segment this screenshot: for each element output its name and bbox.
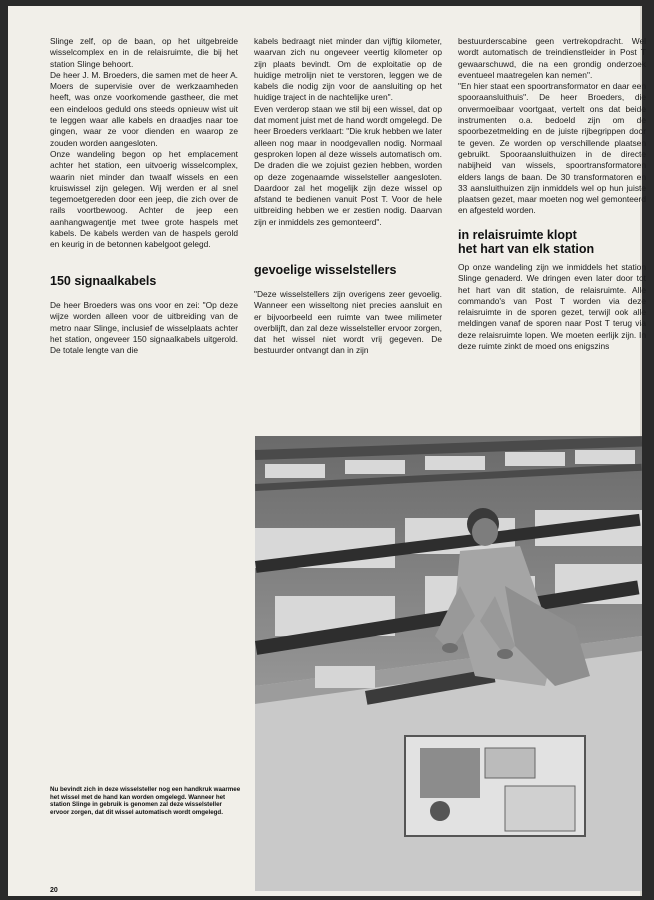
paragraph: Onze wandeling begon op het emplacement achter het station, een uitvoerig wisselcomplex, waarin niet minder dan twaalf wissels en een kruiswissel zijn gelegen. Wij werden er al snel tegemoetgereden door een jeep, die zich over de rails voortbewoog. Achter de jeep een aanhangwagentje met twee grote haspels met kabels. De kabels werden van de haspels gerold en keurig in de betonnen kabelgoot gelegd. — [50, 148, 238, 250]
railway-switch-photo — [255, 436, 642, 891]
text-column-2-continued — [254, 289, 442, 357]
section-heading-signaalkabels: 150 signaalkabels — [50, 274, 157, 288]
heading-line: in relaisruimte klopt — [458, 228, 577, 242]
paragraph: bestuurderscabine geen vertrekopdracht. Wel wordt automatisch de treindienstleider in Post T gewaarschuwd, die na een grondig onderzoek eventueel maatregelen kan nemen". — [458, 36, 646, 80]
text-column-1 — [50, 36, 238, 251]
magazine-page — [8, 6, 646, 896]
paragraph: "En hier staat een spoortransformator en daar een spooraansluithuis". De heer Broeders, die onvermoeibaar voortgaat, vertelt ons dat beide instrumenten o.a. bedoeld zijn om de spoorbezetmelding en de juiste rijbegrippen door te geven. Ze worden op verschillende plaatsen gebruikt. Spooraansluithuizen in de directe nabijheid van wissels, spoortransformatoren elders langs de baan. De 30 transformatoren en 33 aansluithuizen zijn inmiddels wel op hun juiste plaatsen gezet, maar moeten nog wel gemonteerd en afgesteld worden. — [458, 81, 646, 216]
text-column-1-continued — [50, 300, 238, 356]
photo-illustration — [255, 436, 642, 891]
heading-line: het hart van elk station — [458, 242, 595, 256]
text-column-3-continued — [458, 262, 646, 352]
text-column-3 — [458, 36, 646, 217]
paragraph: kabels bedraagt niet minder dan vijftig kilometer, waarvan zich nu ongeveer veertig kilometer op zijn plaats bevindt. Om de exploitatie op de huidige metrolijn niet te verstoren, leggen we de kabels die nodig zijn voor de aansluiting op het huidige traject in de nachtelijke uren". — [254, 36, 442, 103]
paragraph: Slinge zelf, op de baan, op het uitgebreide wisselcomplex en in de relaisruimte, die bij het station Slinge behoort. — [50, 36, 238, 69]
photo-caption: Nu bevindt zich in deze wisselsteller nog een handkruk waarmee het wissel met de hand kan worden omgelegd. Wanneer het station Slinge in gebruik is genomen zal deze wisselsteller ervoor zorgen, dat dit wissel automatisch wordt omgelegd. — [50, 786, 241, 816]
text-column-2 — [254, 36, 442, 228]
paragraph: Even verderop staan we stil bij een wissel, dat op dat moment juist met de hand wordt omgelegd. De heer Broeders verklaart: "Die kruk hebben we later alleen nog maar in noodgevallen nodig. Normaal gesproken lopen al deze wissels automatisch om. De draden die we zojuist gezien hebben, worden op deze zogenaamde wisselsteller aangesloten. Daardoor zal het mogelijk zijn deze wissel op afstand te bedienen vanuit Post T. Voor de hele uitbreiding hebben we er zestien nodig. Daarvan zijn er inmiddels zes gemonteerd". — [254, 103, 442, 227]
paragraph: De heer Broeders was ons voor en zei: "Op deze wijze worden alleen voor de uitbreiding van de metro naar Slinge, inclusief de wisselplaats achter het station, ongeveer 150 signaalkabels uitgerold. De totale lengte van die — [50, 300, 238, 356]
section-heading-wisselstellers: gevoelige wisselstellers — [254, 263, 397, 277]
page-number: 20 — [50, 887, 58, 894]
paragraph: De heer J. M. Broeders, die samen met de heer A. Moers de supervisie over de werkzaamheden heeft, was onze voorkomende gastheer, die met een eindeloos geduld ons steeds opnieuw wist uit te leggen waar alle kabels en draadjes naar toe gingen, waar ze voor dienden en waarop ze zouden worden aangesloten. — [50, 69, 238, 148]
paragraph: "Deze wisselstellers zijn overigens zeer gevoelig. Wanneer een wisseltong niet precies aansluit en er bijvoorbeeld een ruimte van twee milimeter overblijft, dan zal deze wisselsteller ervoor zorgen, dat het wissel niet wordt vrij gegeven. De bestuurder ontvangt dan in zijn — [254, 289, 442, 356]
paragraph: Op onze wandeling zijn we inmiddels het station Slinge genaderd. We dringen even later door tot het hart van dit station, de relaisruimte. Alle commando's van Post T worden via deze relaisruimte in de sporen gezet, terwijl ook alle meldingen vanaf de sporen naar Post T terug via deze relaisruimte lopen. We moeten eerlijk zijn. In deze ruimte zinkt de moed ons enigszins — [458, 262, 646, 352]
section-heading-relaisruimte — [458, 228, 594, 256]
